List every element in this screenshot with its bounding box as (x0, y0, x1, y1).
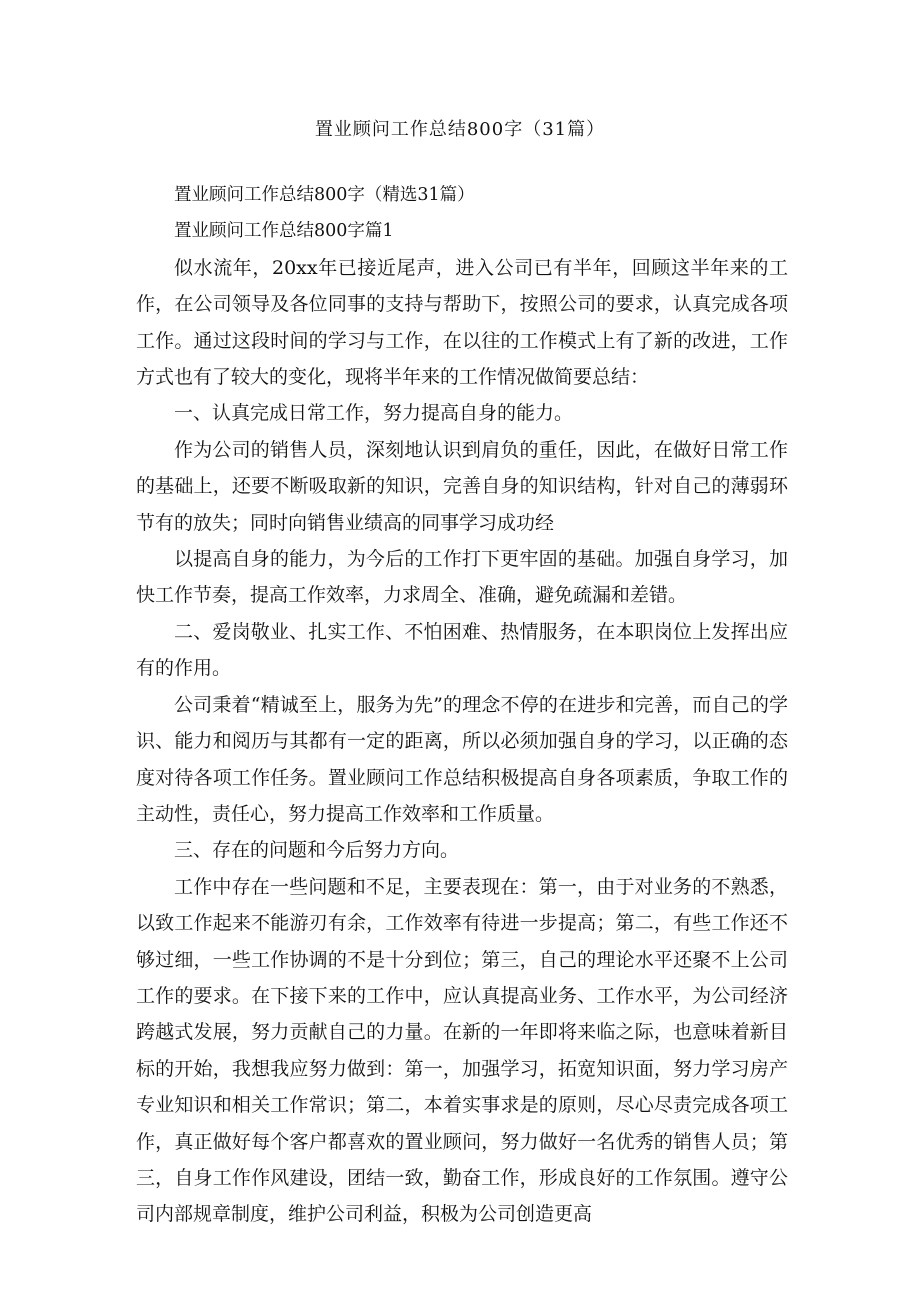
body-paragraph: 三、存在的问题和今后努力方向。 (174, 839, 460, 862)
body-paragraph: 作为公司的销售人员，深刻地认识到肩负的重任，因此，在做好日常工作的基础上，还要不断吸取新的知识，完善自身的知识结构，针对自己的薄弱环节有的放失；同时向销售业绩高的同事学习成功经 (136, 438, 788, 534)
body-paragraph: 公司秉着“精诚至上，服务为先”的理念不停的在进步和完善，而自己的学识、能力和阅历与其都有一定的距离，所以必须加强自身的学习，以正确的态度对待各项工作任务。置业顾问工作总结积极提高自身各项素质，争取工作的主动性，责任心，努力提高工作效率和工作质量。 (136, 693, 788, 825)
body-paragraph: 以提高自身的能力，为今后的工作打下更牢固的基础。加强自身学习，加快工作节奏，提高工作效率，力求周全、准确，避免疏漏和差错。 (136, 548, 788, 607)
body-paragraph: 似水流年，20xx年已接近尾声，进入公司已有半年，回顾这半年来的工作，在公司领导及各位同事的支持与帮助下，按照公司的要求，认真完成各项工作。通过这段时间的学习与工作，在以往的工作模式上有了新的改进，工作方式也有了较大的变化，现将半年来的工作情况做简要总结： (136, 256, 788, 389)
document-title: 置业顾问工作总结800字（31篇） (314, 119, 606, 140)
body-paragraph: 工作中存在一些问题和不足，主要表现在：第一，由于对业务的不熟悉，以致工作起来不能游刃有余，工作效率有待进一步提高；第二，有些工作还不够过细，一些工作协调的不是十分到位；第三，自己的理论水平还聚不上公司工作的要求。在下接下来的工作中，应认真提高业务、工作水平，为公司经济跨越式发展，努力贡献自己的力量。在新的一年即将来临之际，也意味着新目标的开始，我想我应努力做到：第一，加强学习，拓宽知识面，努力学习房产专业知识和相关工作常识；第二，本着实事求是的原则，尽心尽责完成各项工作，真正做好每个客户都喜欢的置业顾问，努力做好一名优秀的销售人员；第三，自身工作作风建设，团结一致，勤奋工作，形成良好的工作氛围。遵守公司内部规章制度，维护公司利益，积极为公司创造更高 (136, 875, 788, 1226)
body-paragraph: 一、认真完成日常工作，努力提高自身的能力。 (174, 402, 574, 425)
body-paragraph: 二、爱岗敬业、扎实工作、不怕困难、热情服务，在本职岗位上发挥出应有的作用。 (136, 620, 788, 680)
subtitle-paragraph: 置业顾问工作总结800字（精选31篇） (174, 185, 475, 205)
section-heading-paragraph: 置业顾问工作总结800字篇1 (174, 221, 394, 242)
document-body (136, 177, 788, 1233)
